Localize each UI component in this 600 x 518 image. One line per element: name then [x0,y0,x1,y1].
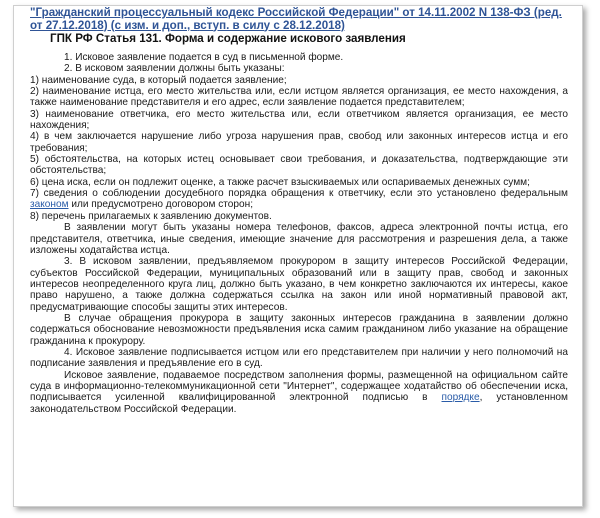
paragraph-electronic-text-before: Исковое заявление, подаваемое посредством заполнения формы, размещенной на официальном сайте суда в информационно-телекоммуникационной сети "Интернет", содержащее ходатайство об обеспечении иска, подписывается усиленной квалифицированной электронной подписью в [30,369,568,404]
list-item-2: 2) наименование истца, его место жительства или, если истцом является организация, ее место нахождения, а также наименование представителя и его адрес, если заявление подается представителем; [30,86,568,109]
procedure-link[interactable]: порядке [441,392,480,404]
paragraph-4: 4. Исковое заявление подписывается истцом или его представителем при наличии у него полномочий на подписание заявления и предъявление его в суд. [30,346,568,370]
document-content [14,7,582,415]
list-item-7-text-before: 7) сведения о соблюдении досудебного порядка обращения к ответчику, если это установлено федеральным [30,188,568,200]
paragraph-prosecutor: В случае обращения прокурора в защиту законных интересов гражданина в заявлении должно содержаться обоснование невозможности предъявления иска самим гражданином либо указание на обращение гражданина к прокурору. [30,312,568,347]
paragraph-3: 3. В исковом заявлении, предъявляемом прокурором в защиту интересов Российской Федерации, субъектов Российской Федерации, муниципальных образований или в защиту прав, свобод и законных интересов неопределенного круга лиц, должно быть указано, в чем конкретно заключаются их интересы, какое право нарушено, а также должна содержаться ссылка на закон или иной нормативный правовой акт, предусматривающие способы защиты этих интересов. [30,256,568,313]
list-item-3: 3) наименование ответчика, его место жительства или, если ответчиком является организация, ее место нахождения; [30,108,568,132]
list-item-7 [30,188,568,211]
paragraph-electronic-text-after: , установленном законодательством Российской Федерации. [30,392,568,415]
list-item-8: 8) перечень прилагаемых к заявлению документов. [30,210,272,222]
article-body [30,52,568,415]
list-item-6: 6) цена иска, если он подлежит оценке, а также расчет взыскиваемых или оспариваемых денежных сумм; [30,176,530,188]
source-law-link[interactable]: "Гражданский процессуальный кодекс Российской Федерации" от 14.11.2002 N 138-ФЗ (ред. от 27.12.2018) (с изм. и доп., вступ. в силу с 28.12.2018) [30,6,562,32]
paragraph-electronic [30,370,568,415]
paragraph-1: 1. Исковое заявление подается в суд в письменной форме. [64,52,344,63]
list-item-5: 5) обстоятельства, на которых истец основывает свои требования, и доказательства, подтверждающие эти обстоятельства; [30,154,568,177]
paragraph-contacts: В заявлении могут быть указаны номера телефонов, факсов, адреса электронной почты истца, его представителя, ответчика, иные сведения, имеющие значение для рассмотрения и разрешения дела, а также изложены ходатайства истца. [30,222,568,256]
list-item-4: 4) в чем заключается нарушение либо угроза нарушения прав, свобод или законных интересов истца и его требования; [30,131,568,154]
paragraph-2: 2. В исковом заявлении должны быть указаны: [64,63,285,75]
list-item-1: 1) наименование суда, в который подается заявление; [30,74,287,86]
list-item-7-text-after: или предусмотрено договором сторон; [68,199,253,211]
article-title: ГПК РФ Статья 131. Форма и содержание искового заявления [50,32,406,45]
federal-law-link[interactable]: законом [30,199,69,211]
document-frame [13,5,583,507]
